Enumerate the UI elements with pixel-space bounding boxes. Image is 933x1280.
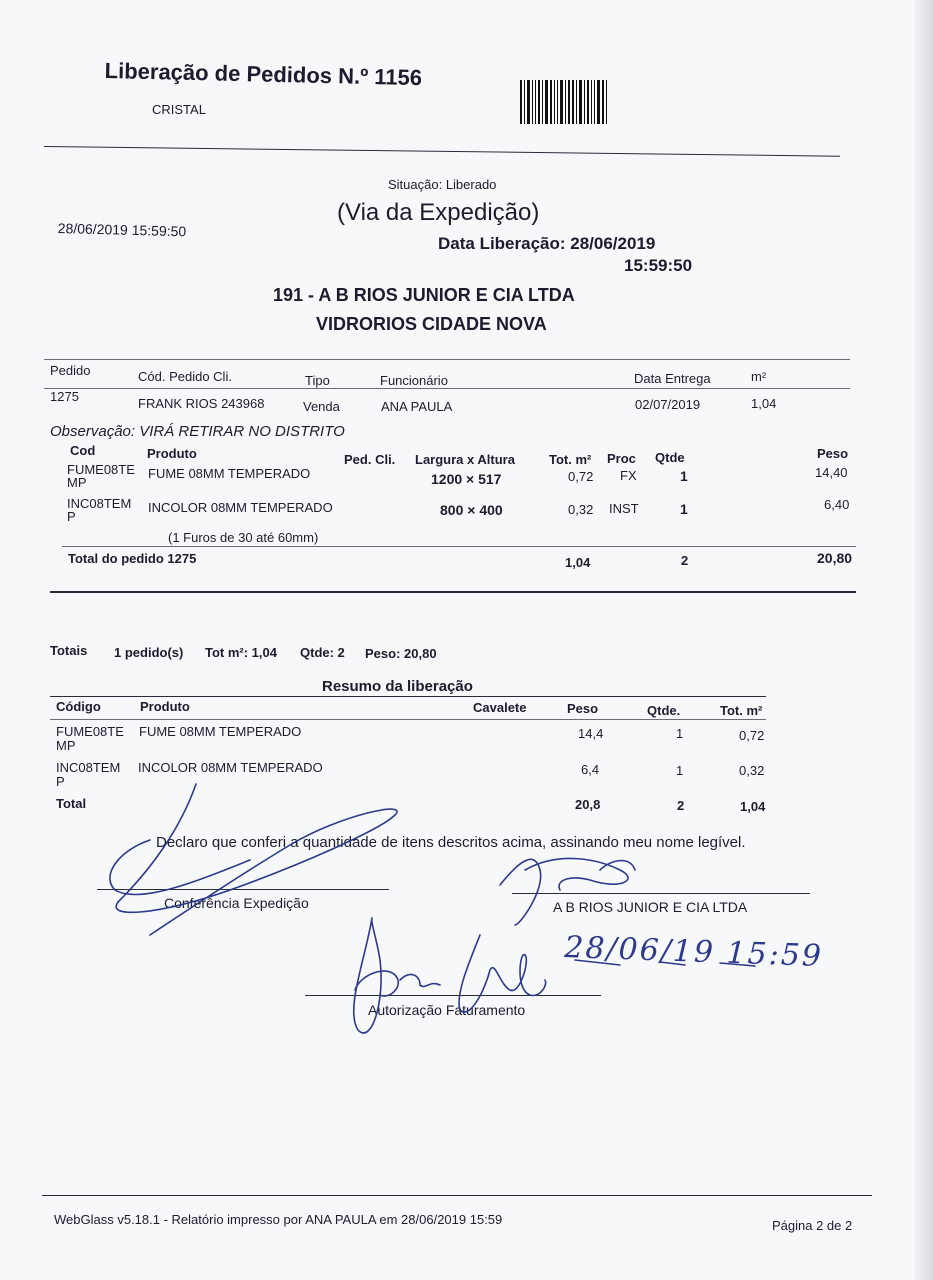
totais-qtde: Qtde: 2	[300, 645, 345, 660]
resumo-row-1-cod: FUME08TE	[56, 724, 124, 739]
resumo-row-1-qtde: 1	[676, 726, 684, 741]
item-row-1-qtde: 1	[680, 468, 688, 484]
resumo-total-peso: 20,8	[575, 797, 601, 812]
company-label: A B RIOS JUNIOR E CIA LTDA	[553, 899, 748, 915]
items-col-tot-m2: Tot. m²	[549, 452, 592, 467]
tipo-value: Venda	[303, 399, 340, 414]
resumo-total-label: Total	[56, 796, 87, 811]
data-liberacao-time: 15:59:50	[624, 256, 693, 275]
total-pedido-m2: 1,04	[565, 555, 591, 570]
items-col-ped-cli: Ped. Cli.	[344, 452, 396, 467]
observacao: Observação: VIRÁ RETIRAR NO DISTRITO	[50, 423, 345, 440]
resumo-row-1-tot: 0,72	[739, 728, 765, 743]
item-row-1-tot: 0,72	[568, 469, 594, 484]
resumo-title: Resumo da liberação	[322, 678, 473, 695]
resumo-row-1-cod-cont: MP	[56, 738, 76, 753]
print-datetime: 28/06/2019 15:59:50	[57, 220, 187, 240]
client-name: 191 - A B RIOS JUNIOR E CIA LTDA	[273, 285, 575, 305]
resumo-row-1-peso: 14,4	[578, 726, 604, 741]
resumo-col-produto: Produto	[140, 699, 190, 714]
item-row-2-dim: 800 × 400	[440, 502, 503, 518]
footer-left: WebGlass v5.18.1 - Relatório impresso por ANA PAULA em 28/06/2019 15:59	[54, 1212, 503, 1227]
item-row-2-produto: INCOLOR 08MM TEMPERADO	[148, 500, 333, 515]
data-liberacao: Data Liberação: 28/06/2019	[438, 234, 656, 253]
footer-page: Página 2 de 2	[772, 1218, 853, 1233]
autorizacao-label: Autorização Faturamento	[368, 1002, 526, 1018]
items-col-peso: Peso	[817, 446, 849, 461]
report-title: Liberação de Pedidos N.º 1156	[104, 58, 423, 91]
total-pedido-label: Total do pedido 1275	[68, 551, 197, 566]
items-col-qtde: Qtde	[655, 450, 685, 465]
item-row-1-produto: FUME 08MM TEMPERADO	[148, 466, 311, 481]
via-label: (Via da Expedição)	[337, 199, 540, 226]
handwritten-date: 28/06/19 15:59	[563, 930, 824, 975]
resumo-col-peso: Peso	[567, 701, 599, 716]
m2-value: 1,04	[751, 396, 777, 411]
col-cod-pedido-cli: Cód. Pedido Cli.	[138, 369, 232, 384]
item-row-1-proc: FX	[620, 468, 637, 483]
item-row-2-qtde: 1	[680, 501, 688, 517]
totais-pedidos: 1 pedido(s)	[114, 645, 184, 660]
resumo-row-2-cod: INC08TEM	[56, 760, 121, 775]
resumo-row-2-produto: INCOLOR 08MM TEMPERADO	[138, 760, 323, 775]
resumo-col-qtde: Qtde.	[647, 703, 681, 718]
resumo-row-2-tot: 0,32	[739, 763, 765, 778]
items-col-proc: Proc	[607, 451, 636, 466]
item-row-1-cod-cont: MP	[67, 475, 87, 490]
item-row-1-peso: 14,40	[815, 465, 848, 480]
declaration-text: Declaro que conferi a quantidade de itens descritos acima, assinando meu nome legível.	[156, 834, 746, 851]
store-name: CRISTAL	[152, 102, 206, 117]
totais-peso: Peso: 20,80	[365, 646, 437, 661]
resumo-col-codigo: Código	[56, 699, 101, 714]
page-edge-shadow	[915, 0, 933, 1280]
totais-label: Totais	[50, 643, 88, 658]
conferencia-label: Conferência Expedição	[164, 895, 309, 911]
resumo-row-2-qtde: 1	[676, 763, 684, 778]
item-row-2-proc: INST	[609, 501, 639, 516]
item-row-2-cod: INC08TEM	[67, 496, 132, 511]
totais-m2: Tot m²: 1,04	[205, 645, 277, 660]
resumo-col-cavalete: Cavalete	[473, 700, 527, 715]
items-col-largura-altura: Largura x Altura	[415, 452, 515, 467]
col-funcionario: Funcionário	[380, 373, 448, 388]
resumo-row-2-cod-cont: P	[56, 774, 65, 789]
items-col-produto: Produto	[147, 446, 197, 461]
item-row-2-cod-cont: P	[67, 509, 76, 524]
pedido-value: 1275	[50, 389, 79, 404]
date-underline	[575, 960, 755, 966]
item-row-1-cod: FUME08TE	[67, 462, 135, 477]
conferencia-signature-loop	[110, 840, 250, 895]
item-row-2-tot: 0,32	[568, 502, 594, 517]
items-col-cod: Cod	[70, 443, 96, 458]
resumo-row-2-peso: 6,4	[581, 762, 600, 777]
col-pedido: Pedido	[50, 363, 91, 378]
col-data-entrega: Data Entrega	[634, 371, 711, 386]
client-store: VIDRORIOS CIDADE NOVA	[316, 314, 547, 334]
resumo-total-qtde: 2	[677, 798, 685, 813]
autorizacao-signature-b	[355, 971, 440, 996]
item-row-2-peso: 6,40	[824, 497, 850, 512]
company-signature	[500, 858, 635, 925]
total-pedido-qtde: 2	[681, 553, 689, 568]
resumo-row-1-produto: FUME 08MM TEMPERADO	[139, 724, 302, 739]
funcionario-value: ANA PAULA	[381, 399, 453, 414]
item-row-2-note: (1 Furos de 30 até 60mm)	[168, 530, 319, 545]
autorizacao-signature-c	[459, 935, 546, 1012]
situacao: Situação: Liberado	[388, 177, 497, 192]
col-m2: m²	[751, 369, 767, 384]
item-row-1-dim: 1200 × 517	[431, 471, 502, 487]
resumo-col-tot-m2: Tot. m²	[720, 703, 763, 718]
footer-rule	[42, 1195, 872, 1196]
resumo-total-m2: 1,04	[740, 799, 766, 814]
col-tipo: Tipo	[305, 373, 330, 388]
total-pedido-peso: 20,80	[817, 550, 853, 566]
conferencia-signature	[116, 784, 397, 935]
data-entrega-value: 02/07/2019	[635, 397, 701, 412]
cod-pedido-cli-value: FRANK RIOS 243968	[138, 396, 265, 411]
